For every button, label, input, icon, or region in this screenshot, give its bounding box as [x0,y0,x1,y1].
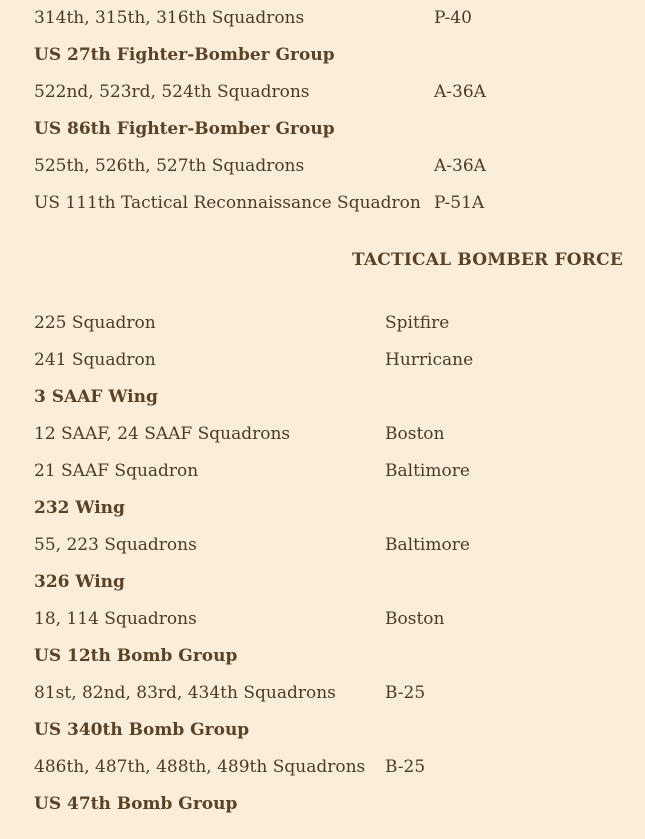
table-row [34,185,485,222]
unit-name: 55, 223 Squadrons [34,535,197,555]
unit-name: 525th, 526th, 527th Squadrons [34,156,305,176]
unit-name: 522nd, 523rd, 524th Squadrons [34,82,310,102]
table-row [34,74,486,111]
aircraft-type: B-25 [385,757,426,777]
group-heading [34,379,158,416]
group-heading [34,638,237,675]
group-name: US 86th Fighter-Bomber Group [34,119,335,139]
group-heading [34,490,125,527]
aircraft-type: Hurricane [385,350,474,370]
aircraft-type: Baltimore [385,461,470,481]
table-row [34,416,445,453]
aircraft-type: B-25 [385,683,426,703]
group-name: 3 SAAF Wing [34,387,158,407]
table-row [34,749,426,786]
unit-name: 486th, 487th, 488th, 489th Squadrons [34,757,366,777]
table-row [34,527,470,564]
table-row [34,601,445,638]
group-name: US 12th Bomb Group [34,646,238,666]
table-row [34,0,472,37]
aircraft-type: A-36A [434,82,486,102]
aircraft-type: P-40 [434,8,472,28]
unit-name: 21 SAAF Squadron [34,461,199,481]
aircraft-type: Spitfire [385,313,450,333]
group-heading [34,712,249,749]
group-heading [34,564,125,601]
group-name: US 27th Fighter-Bomber Group [34,45,335,65]
aircraft-type: A-36A [434,156,486,176]
table-row [34,453,470,490]
table-row [34,148,486,185]
unit-name: 241 Squadron [34,350,156,370]
unit-name: 18, 114 Squadrons [34,609,197,629]
unit-name: 12 SAAF, 24 SAAF Squadrons [34,424,291,444]
unit-name: 81st, 82nd, 83rd, 434th Squadrons [34,683,336,703]
group-name: 326 Wing [34,572,125,592]
aircraft-type: Boston [385,609,445,629]
unit-name: 314th, 315th, 316th Squadrons [34,8,305,28]
group-heading [34,111,335,148]
group-heading [34,786,237,823]
table-row [34,342,474,379]
table-row [34,305,450,342]
table-row [34,675,426,712]
group-name: 232 Wing [34,498,125,518]
aircraft-type: Boston [385,424,445,444]
aircraft-type: Baltimore [385,535,470,555]
aircraft-type: P-51A [434,193,485,213]
section-heading: TACTICAL BOMBER FORCE [351,250,623,270]
group-heading [34,37,335,74]
group-name: US 340th Bomb Group [34,720,250,740]
group-name: US 47th Bomb Group [34,794,238,814]
unit-name: 225 Squadron [34,313,156,333]
unit-name: US 111th Tactical Reconnaissance Squadron [34,193,421,213]
